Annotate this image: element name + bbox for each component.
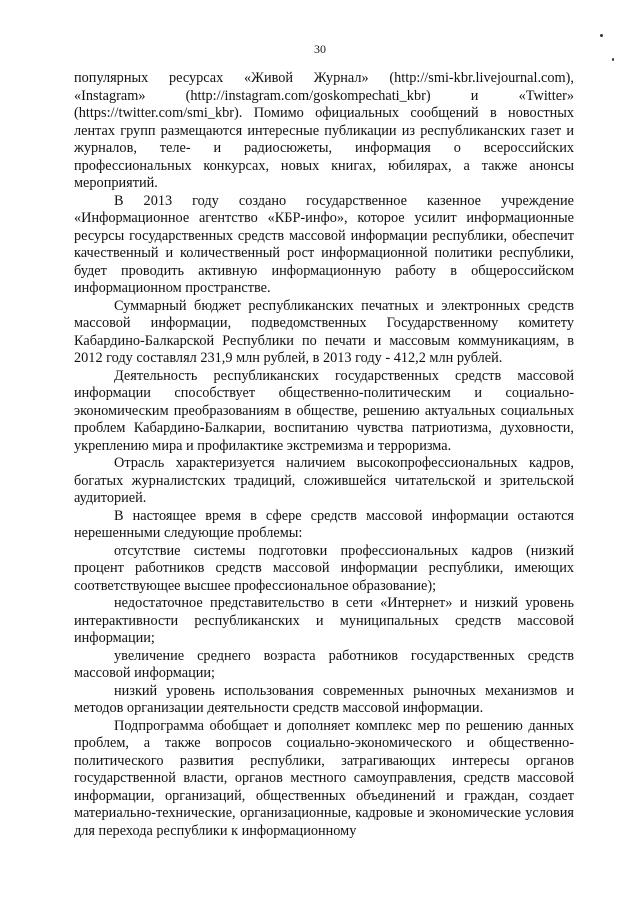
paragraph: В настоящее время в сфере средств массовой информации остаются нерешенными следующие проблемы: bbox=[74, 507, 574, 541]
list-item: отсутствие системы подготовки профессиональных кадров (низкий процент работников средств массовой информации республики, имеющих соответствующее высшее профессиональное образование); bbox=[74, 542, 574, 594]
paragraph: В 2013 году создано государственное казенное учреждение «Информационное агентство «КБР-инфо», которое усилит информационные ресурсы государственных средств массовой информации республики, обеспечит качественный и количественный рост информационной политики республики, будет проводить активную информационную работу в общероссийском информационном пространстве. bbox=[74, 192, 574, 296]
scan-speck bbox=[612, 58, 614, 61]
scan-speck bbox=[600, 34, 603, 37]
list-item: увеличение среднего возраста работников государственных средств массовой информации; bbox=[74, 647, 574, 681]
page-number: 30 bbox=[314, 42, 326, 56]
list-item: недостаточное представительство в сети «Интернет» и низкий уровень интерактивности республиканских и муниципальных средств массовой информации; bbox=[74, 595, 574, 646]
paragraph: Отрасль характеризуется наличием высокопрофессиональных кадров, богатых журналистских традиций, сложившейся читательской и зрительской аудиторией. bbox=[74, 455, 574, 506]
list-item: низкий уровень использования современных рыночных механизмов и методов организации деятельности средств массовой информации. bbox=[74, 682, 574, 716]
document-body bbox=[74, 70, 574, 840]
paragraph: Деятельность республиканских государственных средств массовой информации способствует общественно-политическим и социально-экономическим преобразованиям в обществе, решению актуальных социальных проблем Кабардино-Балкарии, воспитанию чувства патриотизма, духовности, укреплению мира и профилактике экстремизма и терроризма. bbox=[74, 367, 574, 454]
paragraph: Суммарный бюджет республиканских печатных и электронных средств массовой информации, подведомственных Государственному комитету Кабардино-Балкарской Республики по печати и массовым коммуникациям, в 2012 году составлял 231,9 млн рублей, в 2013 году - 412,2 млн рублей. bbox=[74, 297, 574, 366]
paragraph: популярных ресурсах «Живой Журнал» (http://smi-kbr.livejournal.com), «Instagram» (http://instagram.com/goskompechati_kbr) и «Twitter» (https://twitter.com/smi_kbr). Помимо официальных сообщений в новостных лентах групп размещаются интересные публикации из республиканских газет и журналов, теле- и радиосюжеты, информация о всероссийских профессиональных конкурсах, новых книгах, юбилярах, а также анонсы мероприятий. bbox=[74, 70, 574, 191]
paragraph: Подпрограмма обобщает и дополняет комплекс мер по решению данных проблем, а также вопросов социально-экономического и общественно-политического развития республики, затрагивающих интересы органов государственной власти, органов местного самоуправления, средств массовой информации, организаций, общественных объединений и граждан, создает материально-технические, организационные, кадровые и экономические условия для перехода республики к информационному bbox=[74, 717, 574, 839]
